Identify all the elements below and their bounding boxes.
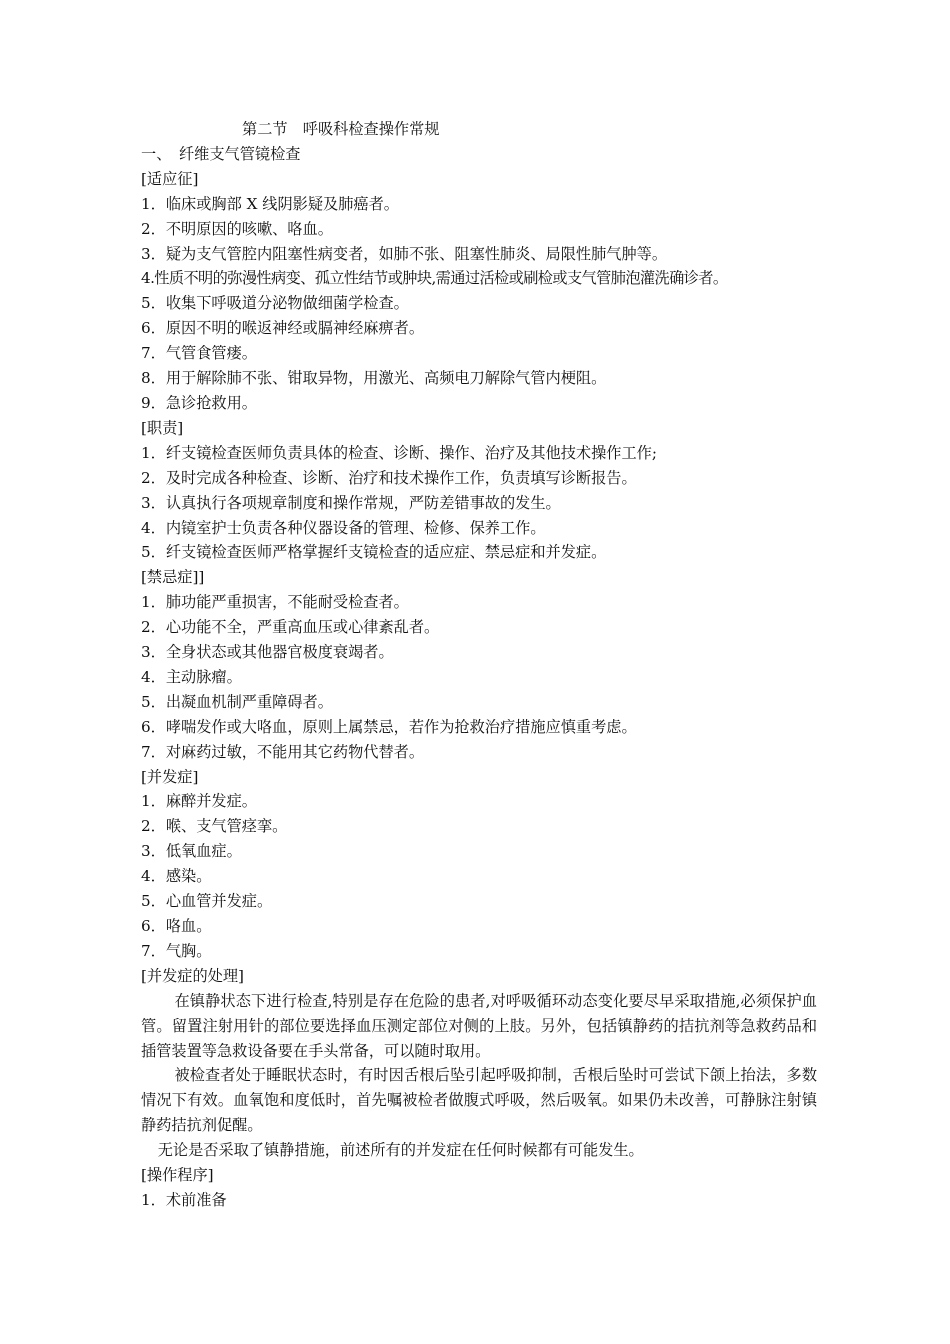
list-item: 8．用于解除肺不张、钳取异物，用激光、高频电刀解除气管内梗阻。 — [141, 369, 607, 388]
list-item: 5．出凝血机制严重障碍者。 — [141, 692, 333, 711]
list-item: 6．原因不明的喉返神经或膈神经麻痹者。 — [141, 319, 425, 338]
list-item: 5．纤支镜检查医师严格掌握纤支镜检查的适应症、禁忌症和并发症。 — [141, 543, 607, 562]
list-item: 1．临床或胸部 X 线阴影疑及肺癌者。 — [141, 194, 399, 213]
list-item: 2．心功能不全，严重高血压或心律紊乱者。 — [141, 618, 440, 637]
contraindications-heading: [禁忌症]] — [141, 568, 205, 587]
complications-heading: [并发症] — [141, 767, 199, 786]
list-item: 1．麻醉并发症。 — [141, 792, 257, 811]
list-item: 5．心血管并发症。 — [141, 892, 273, 911]
list-item: 1．肺功能严重损害，不能耐受检查者。 — [141, 593, 409, 612]
list-item: 1．术前准备 — [141, 1190, 227, 1209]
list-item: 2．喉、支气管痉挛。 — [141, 817, 288, 836]
list-item: 7．气管食管瘘。 — [141, 344, 257, 363]
list-item: 2．及时完成各种检查、诊断、治疗和技术操作工作，负责填写诊断报告。 — [141, 468, 637, 487]
section-heading: 一、 纤维支气管镜检查 — [141, 144, 301, 163]
list-item: 9．急诊抢救用。 — [141, 393, 257, 412]
list-item: 3．全身状态或其他器官极度衰竭者。 — [141, 643, 394, 662]
list-item: 5．收集下呼吸道分泌物做细菌学检查。 — [141, 294, 409, 313]
duties-heading: [职责] — [141, 418, 184, 437]
list-item: 3．疑为支气管腔内阻塞性病变者，如肺不张、阻塞性肺炎、局限性肺气肿等。 — [141, 244, 668, 263]
list-item: 6．咯血。 — [141, 917, 212, 935]
complication-management-heading: [并发症的处理] — [141, 966, 244, 985]
list-item: 7．气胸。 — [141, 941, 212, 960]
paragraph: 无论是否采取了镇静措施，前述所有的并发症在任何时候都有可能发生。 — [157, 1141, 644, 1160]
document-body — [141, 117, 817, 1213]
list-item: 2．不明原因的咳嗽、咯血。 — [141, 219, 333, 238]
list-item: 1．纤支镜检查医师负责具体的检查、诊断、操作、治疗及其他技术操作工作; — [141, 443, 657, 462]
list-item: 4.性质不明的弥漫性病变、孤立性结节或肿块,需通过活检或刷检或支气管肺泡灌洗确诊者。 — [141, 269, 728, 288]
list-item: 3．认真执行各项规章制度和操作常规，严防差错事故的发生。 — [141, 493, 561, 512]
list-item: 3．低氧血症。 — [141, 842, 242, 861]
indications-heading: [适应征] — [141, 169, 199, 188]
list-item: 4．内镜室护士负责各种仪器设备的管理、检修、保养工作。 — [141, 518, 546, 537]
paragraph: 在镇静状态下进行检查,特别是存在危险的患者,对呼吸循环动态变化要尽早采取措施,必须保护血管。留置注射用针的部位要选择血压测定部位对侧的上肢。另外，包括镇静药的拮抗剂等急救药品和插管装置等急救设备要在手头常备，可以随时取用。 — [141, 991, 817, 1060]
list-item: 4．感染。 — [141, 867, 212, 886]
document-title: 第二节 呼吸科检查操作常规 — [242, 120, 440, 138]
list-item: 4．主动脉瘤。 — [141, 667, 242, 686]
procedure-heading: [操作程序] — [141, 1166, 214, 1185]
list-item: 7．对麻药过敏，不能用其它药物代替者。 — [141, 742, 425, 761]
list-item: 6．哮喘发作或大咯血，原则上属禁忌，若作为抢救治疗措施应慎重考虑。 — [141, 717, 637, 736]
paragraph: 被检查者处于睡眠状态时，有时因舌根后坠引起呼吸抑制，舌根后坠时可尝试下颌上抬法，多数情况下有效。血氧饱和度低时，首先嘱被检者做腹式呼吸，然后吸氧。如果仍未改善，可静脉注射镇静药拮抗剂促醒。 — [141, 1066, 817, 1135]
